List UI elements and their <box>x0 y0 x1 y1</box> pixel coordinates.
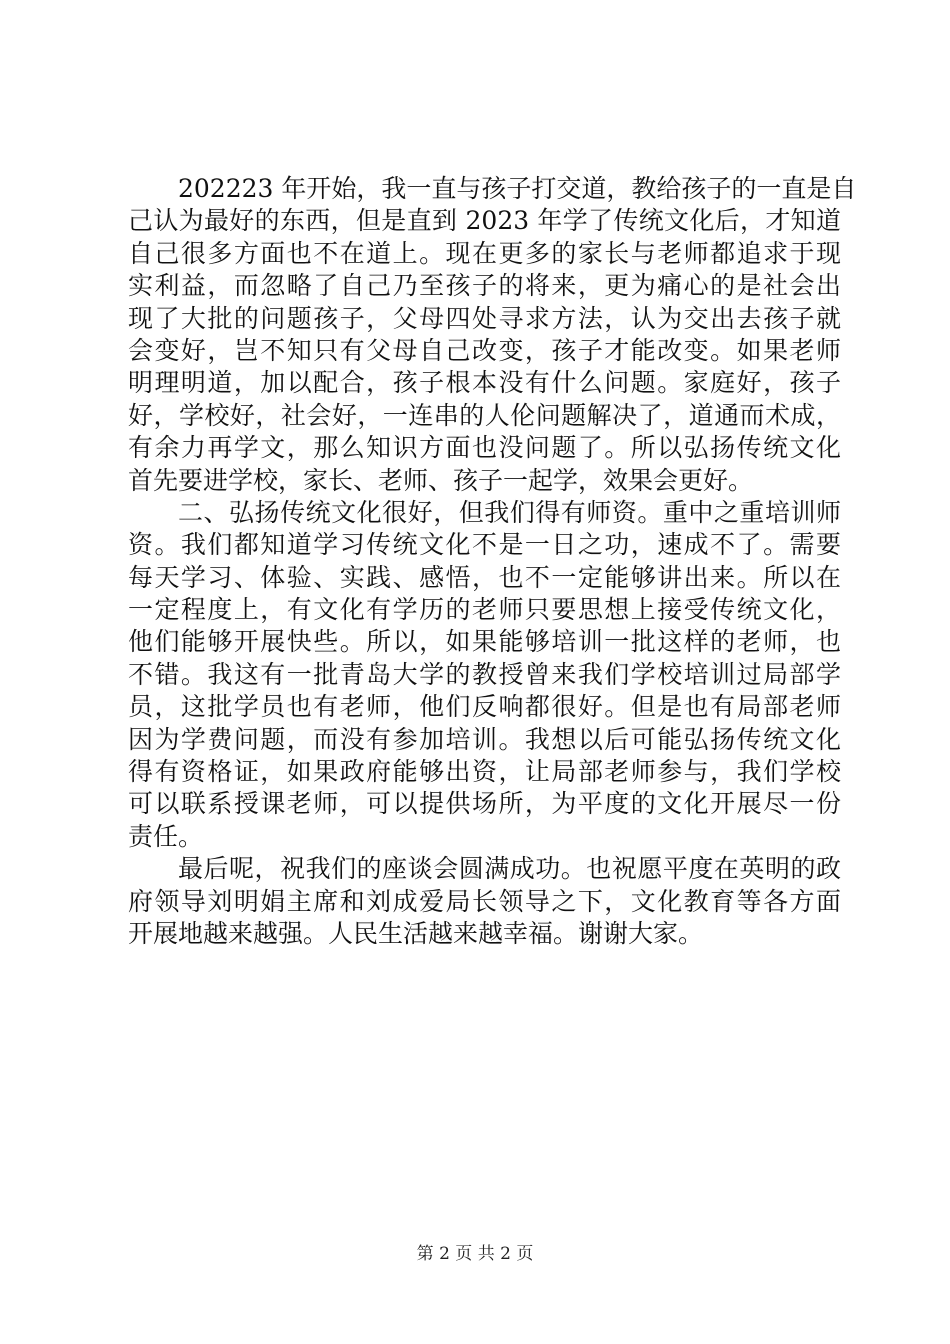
text-line: 一定程度上，有文化有学历的老师只要思想上接受传统文化， <box>128 595 841 625</box>
text-line: 202223 年开始，我一直与孩子打交道，教给孩子的一直是自 <box>178 174 857 203</box>
text-line: 自己很多方面也不在道上。现在更多的家长与老师都追求于现 <box>128 238 841 268</box>
text-line: 实利益，而忽略了自己乃至孩子的将来，更为痛心的是社会出 <box>128 271 841 301</box>
text-line: 得有资格证，如果政府能够出资，让局部老师参与，我们学校 <box>128 757 841 787</box>
text-line: 因为学费问题，而没有参加培训。我想以后可能弘扬传统文化 <box>128 724 841 754</box>
text-line: 好，学校好，社会好，一连串的人伦问题解决了，道通而术成， <box>128 400 841 430</box>
text-line: 每天学习、体验、实践、感悟，也不一定能够讲出来。所以在 <box>128 562 841 592</box>
text-line: 员，这批学员也有老师，他们反响都很好。但是也有局部老师 <box>128 692 841 722</box>
text-line: 府领导刘明娟主席和刘成爱局长领导之下，文化教育等各方面 <box>128 886 841 916</box>
text-line: 资。我们都知道学习传统文化不是一日之功，速成不了。需要 <box>128 530 841 560</box>
text-line: 首先要进学校，家长、老师、孩子一起学，效果会更好。 <box>128 465 754 495</box>
page-number-footer: 第 2 页 共 2 页 <box>416 1244 534 1264</box>
text-line: 会变好，岂不知只有父母自己改变，孩子才能改变。如果老师 <box>128 335 841 365</box>
text-line: 他们能够开展快些。所以，如果能够培训一批这样的老师，也 <box>128 627 841 657</box>
text-line: 可以联系授课老师，可以提供场所，为平度的文化开展尽一份 <box>128 789 841 819</box>
text-line: 有余力再学文，那么知识方面也没问题了。所以弘扬传统文化 <box>128 433 841 463</box>
text-line: 现了大批的问题孩子，父母四处寻求方法，认为交出去孩子就 <box>128 303 841 333</box>
text-line: 己认为最好的东西，但是直到 2023 年学了传统文化后，才知道 <box>128 206 841 236</box>
text-line: 责任。 <box>128 821 204 851</box>
text-line: 开展地越来越强。人民生活越来越幸福。谢谢大家。 <box>128 918 704 948</box>
text-line: 明理明道，加以配合，孩子根本没有什么问题。家庭好，孩子 <box>128 368 841 398</box>
text-line: 二、弘扬传统文化很好，但我们得有师资。重中之重培训师 <box>178 497 841 527</box>
document-body <box>128 173 857 950</box>
text-line: 不错。我这有一批青岛大学的教授曾来我们学校培训过局部学 <box>128 659 841 689</box>
text-line: 最后呢，祝我们的座谈会圆满成功。也祝愿平度在英明的政 <box>178 854 841 884</box>
